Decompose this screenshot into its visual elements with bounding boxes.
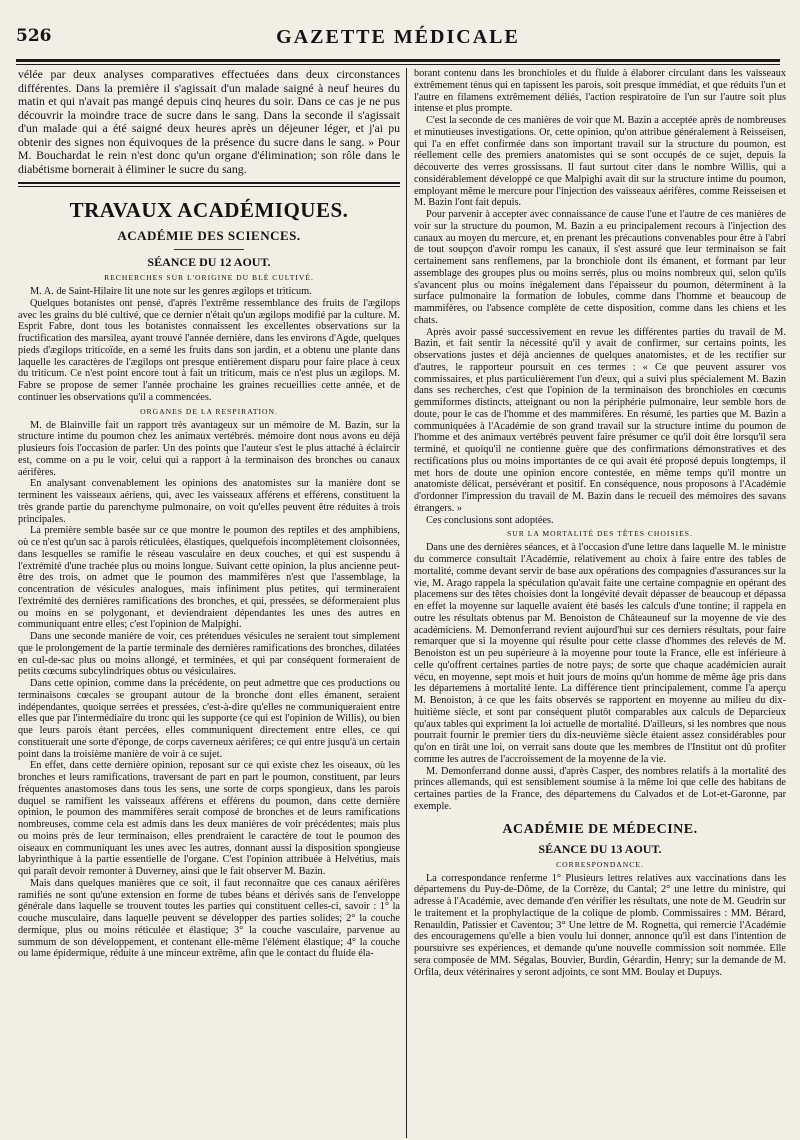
paragraph: La correspondance renferme 1° Plusieurs lettres relatives aux vaccinations dans les départemens du Puy-de-Dôme, de la Corrèze, du Cantal; 2° une lettre du ministre, qui adresse à l'Académie, avec demande d'en vérifier les résultats, une note de M. Geudrin sur le traitement et la prophylactique de la colique de plomb. Commissaires : MM. Bérard, Renauldin, Patissier et Caventou; 3° Une lettre de M. Rognetta, qui remercie l'Académie des encouragemens qu'elle a bien voulu lui donner, annonce qu'il est dans l'intention de poursuivre ses expériences, et demande qu'une nouvelle commission soit nommée. Elle sera composée de MM. Ségalas, Bouvier, Burdin, Gérardin, Henry; sur la demande de M. Orfila, deux vétérinaires y seront adjoints, ce sont MM. Boulay et Dupuys. [414,872,786,978]
paragraph: borant contenu dans les bronchioles et du fluide à élaborer circulant dans les vaisseaux extrêmement ténus qui en tapissent les parois, soit presque immédiat, et que réduits l'un et l'autre en filamens extrêmement déliés, l'action respiratoire de l'un sur l'autre soit plus intense et plus prompte. [414,68,786,115]
paragraph: La première semble basée sur ce que montre le poumon des reptiles et des amphibiens, où ce n'est qu'un sac à parois réticulées, élastiques, quelquefois incomplètement cloisonnées, dans lesquelles se ramifie le réseau vasculaire en deux couches, et qui est suspendu à l'extrémité d'une trachée plus ou moins longue. Suivant cette opinion, la plus ancienne peut-être des trois, on admet que le poumon des mammifères n'est que l'assemblage, la concentration de vésicules analogues, mais infiniment plus petites, qui termineraient l'extrémité des dernières ramifications des bronches, et qui, pressées, se déformeraient plus ou moins en se polygonant, et deviendraient dépendantes les unes des autres en communiquant entre elles; c'est l'opinion de Malpighi. [18,525,400,631]
right-column [414,68,786,1138]
column-separator [406,68,407,1138]
paragraph: Dans une seconde manière de voir, ces prétendues vésicules ne seraient tout simplement que le prolongement de la partie terminale des dernières ramifications des bronches, dilatées en cul-de-sac plus ou moins allongé, et terminées, et qui par conséquent formeraient de petits cœcums subcylindriques obtus ou vésiculaires. [18,631,400,678]
section-title: TRAVAUX ACADÉMIQUES. [69,198,349,222]
academy-heading: ACADÉMIE DES SCIENCES. [117,228,301,243]
seance-heading: SÉANCE DU 12 AOUT. [147,255,271,269]
paragraph: Quelques botanistes ont pensé, d'après l'extrême ressemblance des fruits de l'ægilops avec les grains du blé cultivé, que ce dernier n'était qu'un ægilops modifié par la culture. M. Esprit Fabre, dont tous les botanistes connaissent les excellentes observations sur la fructification des marsilea, ayant trouvé l'année dernière, dans les environs d'Agde, quelques pieds d'ægilops triticoïde, en a semé les fruits dans son jardin, et a obtenu une plante dans laquelle les caractères de l'ægilops ont presque entièrement disparu pour faire place à ceux du triticum. Ce n'est point encore tout à fait un triticum, mais ce n'est plus un ægilops. M. Fabre se propose de semer l'année prochaine les graines recueillies cette année, et de continuer les observations qu'il a commencées. [18,297,400,403]
header-rule-thick [16,59,780,62]
paragraph: Après avoir passé successivement en revue les différentes parties du travail de M. Bazin, et fait sentir la nécessité qu'il y avait de confirmer, sur certains points, les observations justes et déjà anciennes de quelques anatomistes, et de les rectifier sur d'autres, le rapporteur poursuit en ces termes : « Ce que peuvent assurer vos commissaires, et plus particulièrement l'un d'eux, qui a suivi plus spécialement M. Bazin dans ses recherches, c'est que l'opinion de la terminaison des bronchioles en cœcums gemmiformes distincts, atteignant ou non la périphérie pulmonaire, leur semble hors de doute, pour le cas de l'homme et des mammifères. En résumé, les parties que M. Bazin a communiquées à l'Académie de son grand travail sur la structure intime du poumon de l'homme et des animaux vertébrés peuvent faire présumer ce qu'il doit être lorsqu'il sera terminé, et quoiqu'il ne contienne guère que des confirmations démonstratives et des rectifications plus ou moins importantes de ce qui avait été proposé depuis longtemps, il met hors de doute une opinion encore contestée, en même temps qu'il montre un anatomiste délicat, persévérant et positif. En conséquence, nous proposons à l'Académie d'ordonner l'impression du travail de M. Bazin dans le recueil des mémoires des savans étrangers. » [414,326,786,514]
section-separator [18,182,400,184]
paragraph: M. A. de Saint-Hilaire lit une note sur les genres ægilops et triticum. [30,286,312,297]
left-column [18,68,400,1138]
paragraph: En effet, dans cette dernière opinion, reposant sur ce qui existe chez les oiseaux, où les bronches et leurs ramifications, traversant de part en part le poumon, constituent, par leurs fréquentes anastomoses dans tous les sens, une sorte de corps spongieux, dans les parois duquel se ramifient les vaisseaux afférens et efférens du poumon, dans cette dernière opinion, le poumon des mammifères serait composé de bronches et de leurs ramifications nombreuses, comme cela est admis dans les deux manières de voir précédentes; mais plus ou moins près de leur terminaison, elles prendraient le caractère de tout le poumon des oiseaux en communiquant les unes avec les autres, donnant aussi la disposition spongieuse labyrinthique à la partie essentielle de l'organe. C'est l'opinion attribuée à Helvétius, mais qui paraît devoir remonter à Duverney, ainsi que le fait observer M. Bazin. [18,760,400,877]
intro-paragraph: vélée par deux analyses comparatives effectuées dans deux circonstances différentes. Dans la première il s'agissait d'un malade saigné à neuf heures du matin et qui n'avait pas mangé depuis cinq heures du soir. Dans ce cas je ne pus découvrir la moindre trace de sucre dans le sang. Dans la seconde il s'agissait d'un malade qui a été saigné deux heures après un déjeuner léger, et j'ai pu obtenir des signes non équivoques de la présence du sucre dans le sang. » Pour M. Bouchardat le rein n'est donc qu'un organe d'élimination; son rôle dans le diabétisme bornerait à éliminer le sucre du sang. [18,68,400,176]
rubric-heading: ORGANES DE LA RESPIRATION. [140,406,278,416]
header-rule-thin [16,64,780,65]
academy-heading: ACADÉMIE DE MÉDECINE. [502,821,698,837]
seance-heading: SÉANCE DU 13 AOUT. [538,841,662,856]
paragraph: Mais dans quelques manières que ce soit, il faut reconnaître que ces canaux aérifères ramifiés ne sont qu'une extension en forme de tubes béans et dérivés sans de l'enveloppe générale dans laquelle se trouvent toutes les parties qui constituent celles-ci, savoir : 1° la couche musculaire, dans laquelle peuvent se développer des parties solides; 2° la couche dermique, plus ou moins réticulée et élastique; 3° la couche vasculaire, parvenue au summum de son développement, et contenant elle-même l'élément élastique; 4° la couche ou lame épidermique, réduite à une minceur extrême, afin que le contact du fluide éla- [18,877,400,960]
paragraph: M. de Blainville fait un rapport très avantageux sur un mémoire de M. Bazin, sur la structure intime du poumon chez les animaux vertébrés. mémoire dont nous avons eu déjà plusieurs fois l'occasion de parler. Un des points que l'auteur s'est le plus attaché à éclaircir est, comme on a pu le voir, celui qui a rapport à la terminaison des bronches ou canaux aérifères. [18,419,400,478]
rubric-heading: SUR LA MORTALITÉ DES TÊTES CHOISIES. [507,529,693,539]
paragraph: Dans cette opinion, comme dans la précédente, on peut admettre que ces productions ou terminaisons cœcales se groupant autour de la bronche dont elles émanent, seraient indépendantes, quoique serrées et pressées, c'est-à-dire qu'elles ne communiqueraient entre elles que par l'intermédiaire du tronc qui les supporte (ce qui est l'opinion de Willis), ou bien que leurs parois étant percées, elles communiquent directement entre elles, ce qui constituerait une sorte d'éponge, de corps caverneux aérifères; ce qui entre jusqu'à un certain point dans la troisième manière de voir à ce sujet. [18,678,400,760]
paragraph: M. Demonferrand donne aussi, d'après Casper, des nombres relatifs à la mortalité des princes allemands, qui est sensiblement soumise à la même loi que celle des habitans de certaines parties de la France, des départemens du Calvados et de Lot-et-Garonne, par exemple. [414,765,786,812]
paragraph: Dans une des dernières séances, et à l'occasion d'une lettre dans laquelle M. le ministre du commerce consultait l'Académie, relativement au choix à faire entre des tables de mortalité, comme devant servir de base aux opérations des compagnies d'assurances sur la vie, M. Arago rappela la spéculation qu'avait faite une certaine compagnie en opérant des placemens sur des têtes choisies dont la longévité devait dépasser de beaucoup et dépassa en effet la moyenne sur laquelle avaient été basés les calculs d'une tontine; il rappela en outre les résultats obtenus par M. Benoiston de Châteauneuf sur la moyenne de vie des académiciens. M. Demonferrand revient aujourd'hui sur ces derniers résultats, pour faire remarquer que si la moyenne qui résulte pour cette classe d'hommes des relevés de M. Benoiston est un peu supérieure à la moyenne pour toute la France, elle est inférieure à celle qu'offrent certaines parties de notre pays; de sorte que chaque académicien aurait vécu, en moyenne, sept mois et huit jours de moins qu'un homme de même âge pris dans les départemens à mortalité lente. La différence tient principalement, comme l'a aperçu M. Benoiston, à ce que les faits observés se rapportent en moyenne au milieu du dix-huitième siècle, et sont par conséquent plutôt comparables aux calculs de Deparcieux qu'aux tables qui expriment la loi actuelle de mortalité. D'ailleurs, si les nombres que nous pourrait fournir le premier tiers du dix-neuvième siècle étaient assez considérables pour qu'on en tirât une loi, on verrait sans doute que les membres de l'Institut ont dû profiter comme les autres de l'accroissement de la moyenne de la vie. [414,542,786,765]
paragraph: C'est la seconde de ces manières de voir que M. Bazin a acceptée après de nombreuses et minutieuses investigations. Or, cette opinion, qu'on attribue généralement à Reisseisen, qui l'a en effet confirmée dans son important travail sur la structure du poumon, est réellement celle des premiers anatomistes qui se sont occupés de ce sujet, depuis la découverte des verres grossissans. Il faut surtout citer dans le nombre Willis, qui a considérablement développé ce que Malpighi avait dit sur la structure intime du poumon, employant même le mercure pour l'injection des vaisseaux aérifères, comme Reisseisen et M. Bazin l'ont fait depuis. [414,115,786,209]
page-number: 526 [16,26,52,46]
page-header [16,26,780,58]
journal-title: GAZETTE MÉDICALE [276,26,520,48]
section-separator-thin [18,186,400,187]
short-rule [174,249,244,250]
paragraph: Pour parvenir à accepter avec connaissance de cause l'une et l'autre de ces manières de voir sur la structure du poumon, M. Bazin a eu principalement recours à l'injection des canaux au moyen du mercure, et, en prenant les précautions convenables pour être à l'abri de tout soupçon d'avoir rompu les canaux, il s'est assuré que leur terminaison se fait certainement sans renflemens, par la bronchiole dont ils émanent, et formant par leur assemblage des groupes plus ou moins serrés, plus ou moins nombreux qui, selon qu'ils s'avancent plus ou moins inégalement dans l'épaisseur du poumon, déterminent à la surface pulmonaire la formation de lobules, comme dans l'homme et beaucoup de mammifères, ou l'absence complète de cette disposition, comme dans les chiens et les chats. [414,209,786,326]
paragraph: Ces conclusions sont adoptées. [426,514,554,526]
paragraph: En analysant convenablement les opinions des anatomistes sur la manière dont se terminent les vaisseaux aériens, qui, avec les vaisseaux afférens et efférens, constituent la très grande partie du parenchyme pulmonaire, on voit qu'elles peuvent être réduites à trois principales. [18,478,400,525]
rubric-heading: RECHERCHES SUR L'ORIGINE DU BLÉ CULTIVÉ. [104,273,314,282]
rubric-heading: CORRESPONDANCE. [556,859,644,869]
